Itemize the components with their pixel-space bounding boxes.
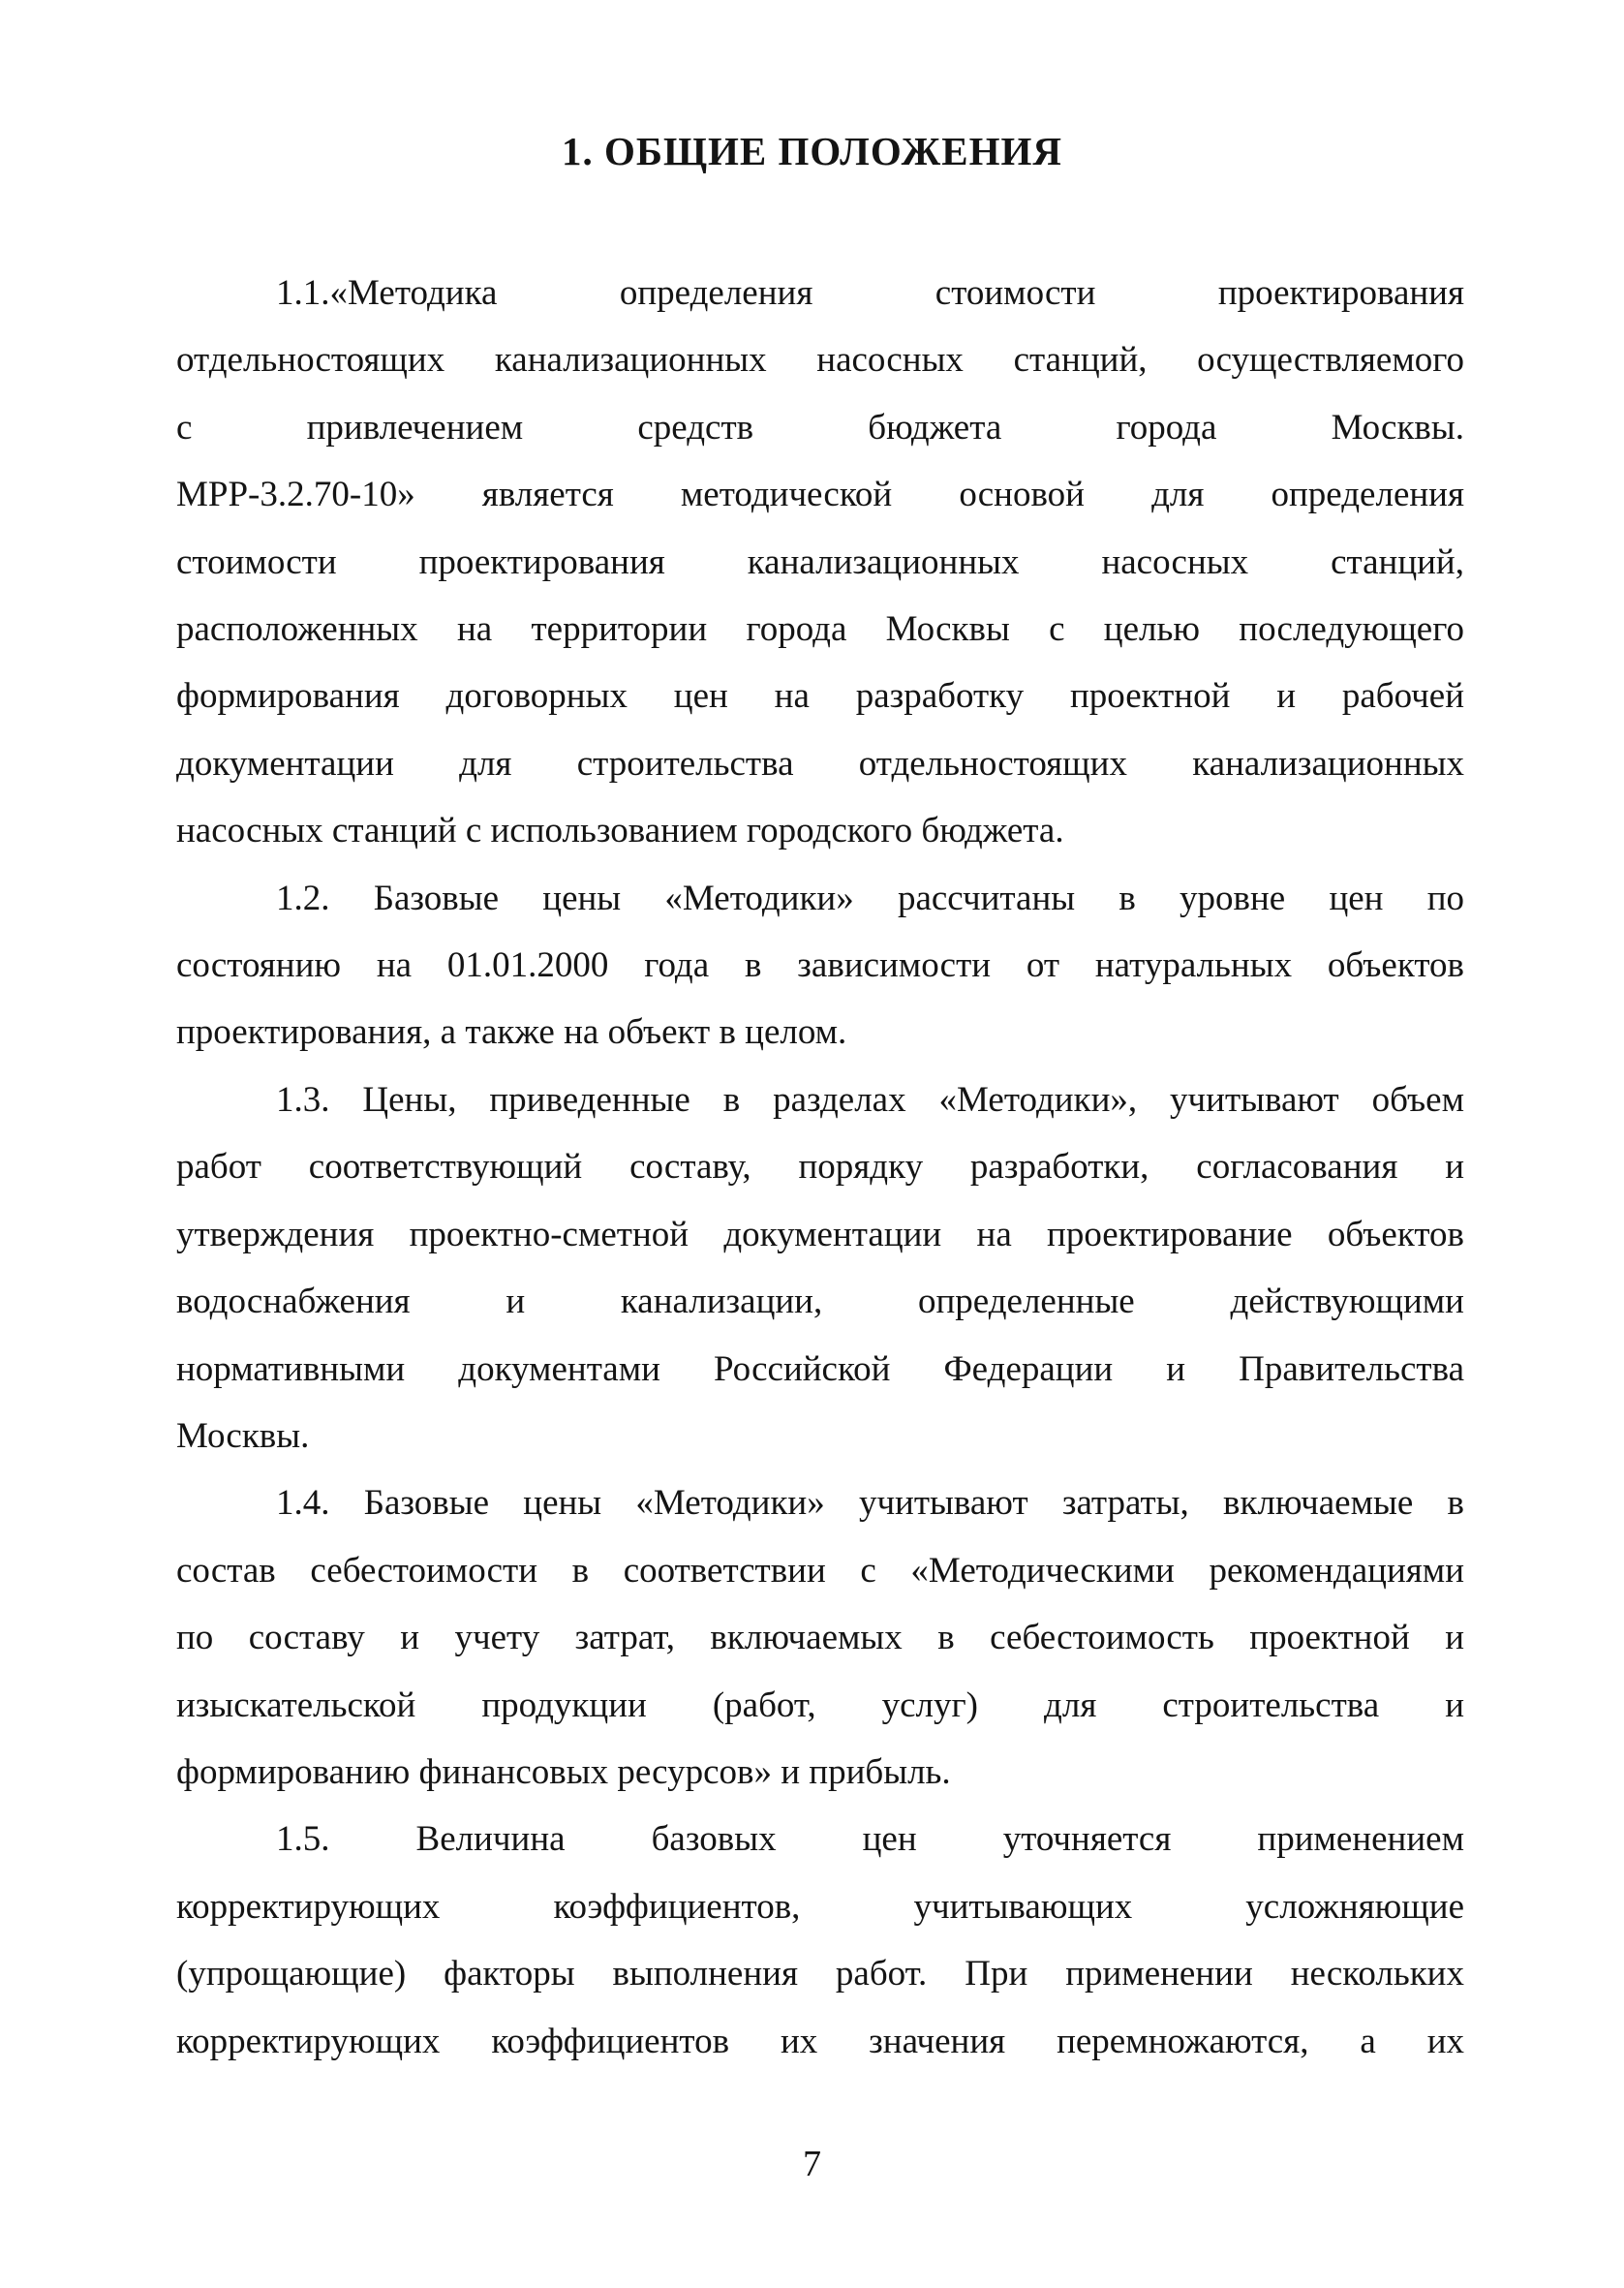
text-line: 1.4. Базовые цены «Методики» учитывают затраты, включаемые в — [276, 1483, 1464, 1524]
page-number: 7 — [803, 2144, 821, 2184]
paragraph-1-5 — [176, 1806, 1464, 2075]
paragraph-1-4 — [176, 1469, 1464, 1806]
text-line: корректирующих коэффициентов их значения перемножаются, а их — [176, 2021, 1464, 2061]
text-line: состоянию на 01.01.2000 года в зависимости от натуральных объектов — [176, 945, 1464, 986]
paragraph-1-1 — [176, 260, 1464, 865]
text-line: отдельностоящих канализационных насосных станций, осуществляемого — [176, 340, 1464, 381]
text-line: расположенных на территории города Москвы с целью последующего — [176, 609, 1464, 650]
text-line: корректирующих коэффициентов, учитывающих усложняющие — [176, 1886, 1464, 1927]
text-line: изыскательской продукции (работ, услуг) для строительства и — [176, 1685, 1464, 1725]
text-line: водоснабжения и канализации, определенные действующими — [176, 1282, 1464, 1322]
text-line: нормативными документами Российской Федерации и Правительства — [176, 1348, 1464, 1389]
text-line: документации для строительства отдельностоящих канализационных — [176, 743, 1464, 784]
text-line: формированию финансовых ресурсов» и прибыль. — [176, 1751, 951, 1792]
text-line: МРР-3.2.70-10» является методической основой для определения — [176, 475, 1464, 515]
text-line: Москвы. — [176, 1415, 310, 1456]
text-line: (упрощающие) факторы выполнения работ. При применении нескольких — [176, 1954, 1464, 1994]
paragraph-1-2 — [176, 865, 1464, 1067]
paragraph-1-3 — [176, 1067, 1464, 1469]
text-line: формирования договорных цен на разработку проектной и рабочей — [176, 676, 1464, 717]
text-line: 1.2. Базовые цены «Методики» рассчитаны в уровне цен по — [276, 878, 1464, 918]
text-line: насосных станций с использованием городского бюджета. — [176, 811, 1064, 851]
section-title: 1. ОБЩИЕ ПОЛОЖЕНИЯ — [562, 129, 1062, 173]
text-line: работ соответствующий составу, порядку разработки, согласования и — [176, 1147, 1464, 1188]
text-line: проектирования, а также на объект в целом. — [176, 1012, 847, 1053]
text-line: утверждения проектно-сметной документации на проектирование объектов — [176, 1214, 1464, 1254]
text-line: по составу и учету затрат, включаемых в себестоимость проектной и — [176, 1618, 1464, 1658]
text-line: состав себестоимости в соответствии с «Методическими рекомендациями — [176, 1550, 1464, 1591]
document-body — [176, 260, 1464, 2075]
text-line: 1.3. Цены, приведенные в разделах «Методики», учитывают объем — [276, 1079, 1464, 1120]
text-line: с привлечением средств бюджета города Москвы. — [176, 407, 1464, 448]
text-line: 1.5. Величина базовых цен уточняется применением — [276, 1819, 1464, 1860]
text-line: стоимости проектирования канализационных насосных станций, — [176, 541, 1464, 582]
text-line: 1.1.«Методика определения стоимости проектирования — [276, 273, 1464, 313]
